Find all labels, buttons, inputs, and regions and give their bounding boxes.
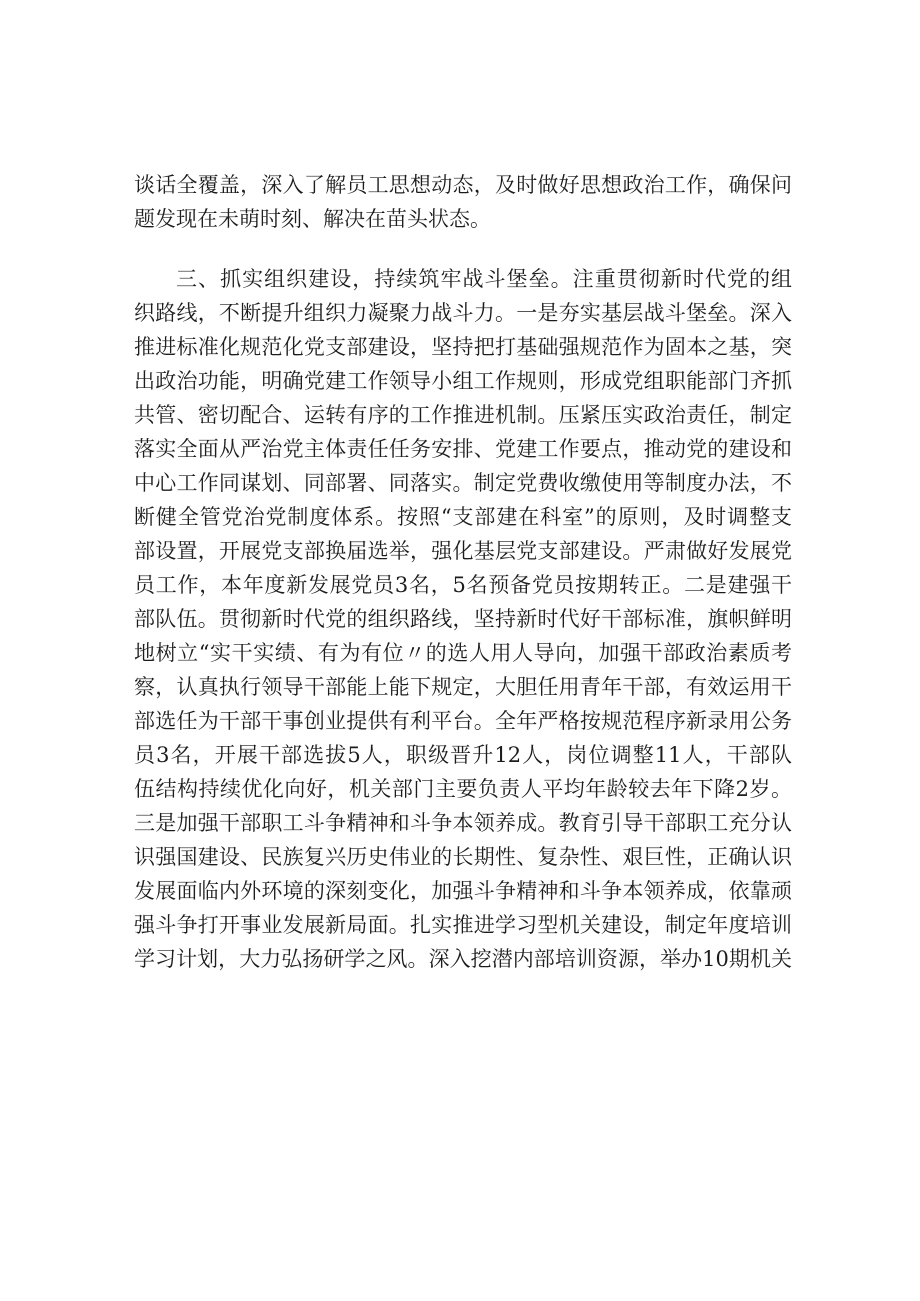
text-line: 落实全面从严治党主体责任任务安排、党建工作要点，推动党的建设和 (134, 437, 792, 461)
text-line: 部队伍。贯彻新时代党的组织路线，坚持新时代好干部标准，旗帜鲜明 (134, 607, 792, 631)
text-line: 三是加强干部职工斗争精神和斗争本领养成。教育引导干部职工充分认 (134, 811, 792, 835)
text-line: 部选任为干部干事创业提供有利平台。全年严格按规范程序新录用公务 (134, 709, 792, 733)
text-line: 推进标准化规范化党支部建设，坚持把打基础强规范作为固本之基，突 (134, 335, 792, 359)
paragraph-continuation (134, 168, 792, 236)
text-line: 员3名，开展干部选拔5人，职级晋升12人，岗位调整11人，干部队 (134, 743, 792, 767)
text-line: 题发现在未萌时刻、解决在苗头状态。 (134, 207, 491, 231)
text-line: 部设置，开展党支部换届选举，强化基层党支部建设。严肃做好发展党 (134, 539, 792, 563)
text-line: 察，认真执行领导干部能上能下规定，大胆任用青年干部，有效运用干 (134, 675, 792, 699)
text-line: 强斗争打开事业发展新局面。扎实推进学习型机关建设，制定年度培训 (134, 913, 792, 937)
text-line: 织路线，不断提升组织力凝聚力战斗力。一是夯实基层战斗堡垒。深入 (134, 301, 792, 325)
text-line: 员工作，本年度新发展党员3名，5名预备党员按期转正。二是建强干 (134, 573, 792, 597)
paragraph-organization-building (134, 262, 792, 976)
text-line: 谈话全覆盖，深入了解员工思想动态，及时做好思想政治工作，确保问 (134, 173, 792, 197)
text-line: 中心工作同谋划、同部署、同落实。制定党费收缴使用等制度办法，不 (134, 471, 792, 495)
text-line: 伍结构持续优化向好，机关部门主要负责人平均年龄较去年下降2岁。 (134, 777, 792, 801)
text-line: 学习计划，大力弘扬研学之风。深入挖潜内部培训资源，举办10期机关 (134, 947, 792, 971)
text-line: 共管、密切配合、运转有序的工作推进机制。压紧压实政治责任，制定 (134, 403, 792, 427)
text-line: 断健全管党治党制度体系。按照“支部建在科室”的原则，及时调整支 (134, 505, 792, 529)
text-line: 地树立“实干实绩、有为有位〃的选人用人导向，加强干部政治素质考 (134, 641, 792, 665)
text-line: 发展面临内外环境的深刻变化，加强斗争精神和斗争本领养成，依靠顽 (134, 879, 792, 903)
text-line: 识强国建设、民族复兴历史伟业的长期性、复杂性、艰巨性，正确认识 (134, 845, 792, 869)
text-line: 出政治功能，明确党建工作领导小组工作规则，形成党组职能部门齐抓 (134, 369, 792, 393)
text-line: 三、抓实组织建设，持续筑牢战斗堡垒。注重贯彻新时代党的组 (176, 267, 792, 291)
